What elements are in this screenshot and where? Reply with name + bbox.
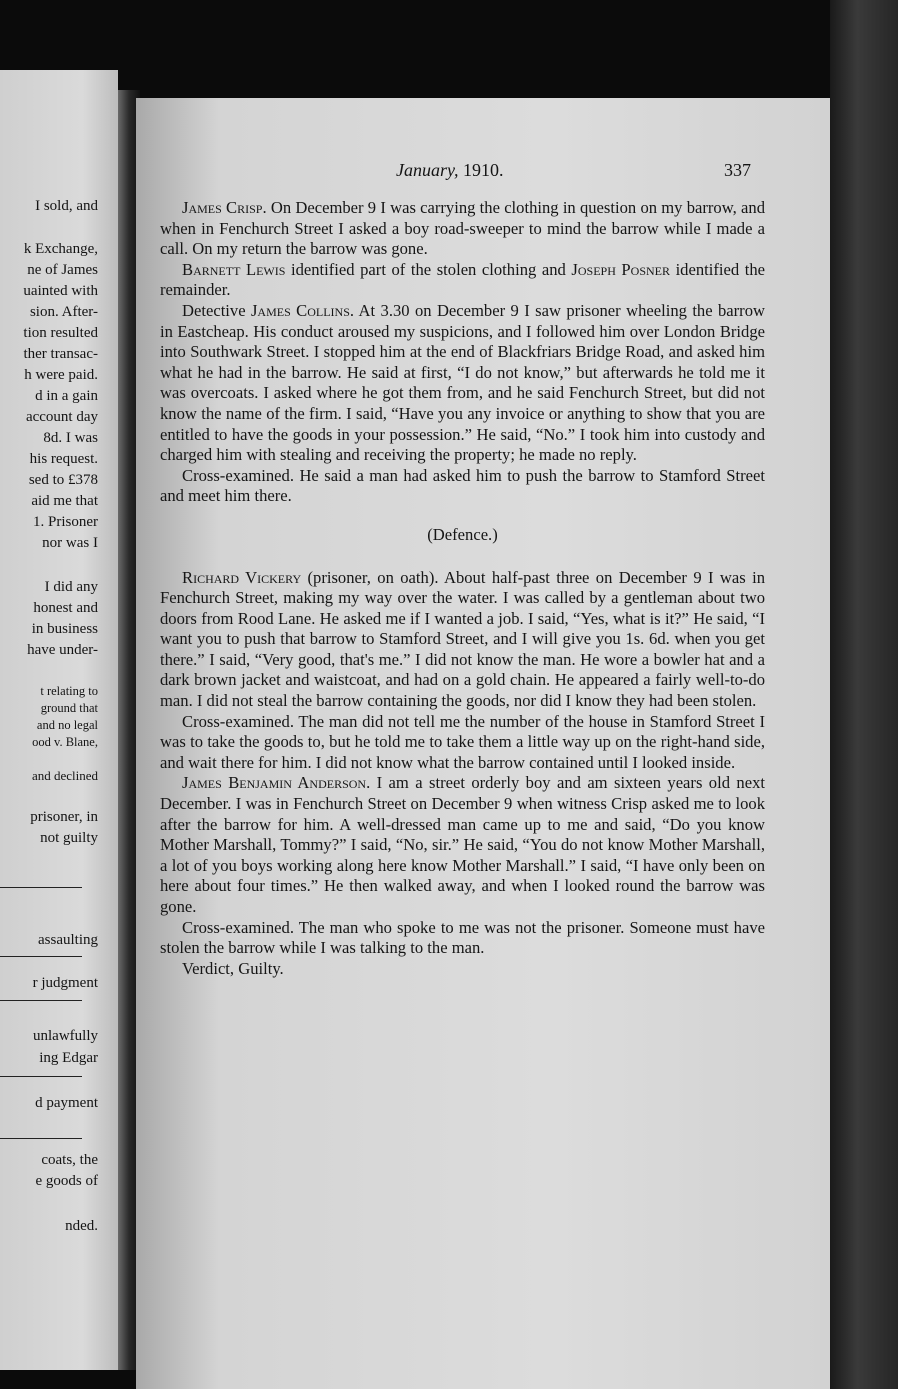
scan-background-edge — [830, 0, 898, 1389]
left-fragment: and declined — [31, 768, 98, 783]
left-fragment: nor was I — [42, 535, 98, 551]
section-heading: (Defence.) — [427, 524, 498, 544]
left-fragment: t relating to — [40, 684, 98, 698]
left-fragment: nded. — [65, 1218, 98, 1234]
paragraph: Cross-examined. The man did not tell me the number of the house in Stamford Street I was to take the goods to, but he told me to take them a little way up on the right-hand side, and wait there for him. I did not know what the barrow contained until I looked inside. — [160, 711, 765, 772]
left-fragment: in business — [31, 621, 98, 637]
left-fragment: prisoner, in — [30, 809, 98, 825]
left-fragment: and no legal — [36, 718, 98, 732]
page-number: 337 — [724, 160, 751, 180]
left-fragment: d payment — [35, 1095, 98, 1111]
page-body — [160, 198, 765, 979]
left-fragment: account day — [25, 409, 98, 425]
left-fragment: 1. Prisoner — [33, 514, 98, 530]
left-fragment: ood v. Blane, — [32, 735, 98, 749]
witness-name: James Collins — [250, 300, 350, 320]
paragraph: Cross-examined. The man who spoke to me was not the prisoner. Someone must have stolen the barrow while I was talking to the man. — [160, 917, 765, 958]
left-fragment: have under- — [27, 642, 98, 658]
left-fragment: I did any — [44, 579, 98, 595]
left-fragment: ther transac- — [23, 346, 98, 362]
page-header — [160, 160, 765, 186]
left-fragment: k Exchange, — [23, 241, 98, 257]
left-fragment: coats, the — [41, 1152, 98, 1168]
left-fragment: ing Edgar — [39, 1050, 98, 1066]
left-fragment: sion. After- — [29, 304, 98, 320]
left-fragment: h were paid. — [24, 367, 98, 383]
left-rule — [0, 1138, 82, 1139]
left-fragment: I sold, and — [35, 198, 98, 214]
witness-name: Richard Vickery — [182, 567, 302, 587]
paragraph: Cross-examined. He said a man had asked him to push the barrow to Stamford Street and meet him there. — [160, 465, 765, 506]
paragraph: Barnett Lewis identified part of the stolen clothing and Joseph Posner identified the remainder. — [160, 259, 765, 300]
left-fragment: honest and — [33, 600, 98, 616]
left-fragment: aid me that — [31, 493, 98, 509]
left-rule — [0, 887, 82, 888]
paragraph: James Benjamin Anderson. I am a street orderly boy and am sixteen years old next December. I was in Fenchurch Street on December 9 when witness Crisp asked me to look after the barrow for him. A well-dressed man came up to me and said, “Do you know Mother Marshall, Tommy?” I said, “No, sir.” He said, “You do not know Mother Marshall, a lot of you boys working along here know Mother Marshall.” I said, “I have only been on here about four times.” He then walked away, and when I looked round the barrow was gone. — [160, 773, 765, 916]
left-fragment: uainted with — [23, 283, 98, 299]
header-year: 1910. — [463, 160, 504, 180]
running-title: January, 1910. — [396, 160, 504, 180]
left-rule — [0, 1076, 82, 1077]
witness-name: James Benjamin Anderson — [182, 773, 367, 793]
left-fragment: assaulting — [38, 932, 98, 948]
left-page — [0, 70, 118, 1370]
witness-name: James Crisp — [182, 198, 263, 217]
left-fragment: unlawfully — [33, 1028, 98, 1044]
paragraph: James Crisp. On December 9 I was carrying the clothing in question on my barrow, and when in Fenchurch Street I asked a boy road-sweeper to mind the barrow while I made a call. On my return the barrow was gone. — [160, 198, 765, 259]
left-fragment: not guilty — [40, 830, 98, 846]
left-rule — [0, 1000, 82, 1001]
verdict: Verdict, Guilty. — [182, 958, 284, 978]
left-fragment: tion resulted — [23, 325, 98, 341]
left-fragment: r judgment — [32, 975, 98, 991]
witness-name: Barnett Lewis — [182, 259, 286, 279]
left-rule — [0, 956, 82, 957]
left-fragment: ground that — [40, 701, 98, 715]
left-fragment: sed to £378 — [28, 472, 98, 488]
paragraph: Detective James Collins. At 3.30 on December 9 I saw prisoner wheeling the barrow in Eastcheap. His conduct aroused my suspicions, and I followed him over London Bridge into Southwark Street. I stopped him at the end of Blackfriars Bridge Road, and asked him what he had in the barrow. He said at first, “I do not know,” but afterwards he told me it was overcoats. I asked where he got them from, and he said Fenchurch Street, but did not know the name of the firm. I said, “Have you any invoice or anything to show that you are entitled to have the goods in your possession.” He said, “No.” I took him into custody and charged him with stealing and receiving the property; he made no reply. — [160, 300, 765, 465]
left-fragment: ne of James — [27, 262, 98, 278]
paragraph: Richard Vickery (prisoner, on oath). About half-past three on December 9 I was in Fenchurch Street, making my way over the water. I was called by a gentleman about two doors from Rood Lane. He asked me if I wanted a job. I said, “Yes, what is it?” He said, “I want you to push that barrow to Stamford Street, and I will give you 1s. 6d. when you get there.” I said, “Very good, that's me.” I did not know the man. He wore a bowler hat and a dark brown jacket and waistcoat, and had on a gold chain. He appeared a fairly well-to-do man. I did not steal the barrow containing the goods, nor did I know they had been stolen. — [160, 567, 766, 711]
left-fragment: e goods of — [35, 1173, 98, 1189]
left-fragment: his request. — [29, 451, 98, 467]
left-fragment: 8d. I was — [43, 430, 98, 446]
witness-name: Joseph Posner — [571, 259, 670, 279]
left-fragment: d in a gain — [35, 388, 98, 404]
